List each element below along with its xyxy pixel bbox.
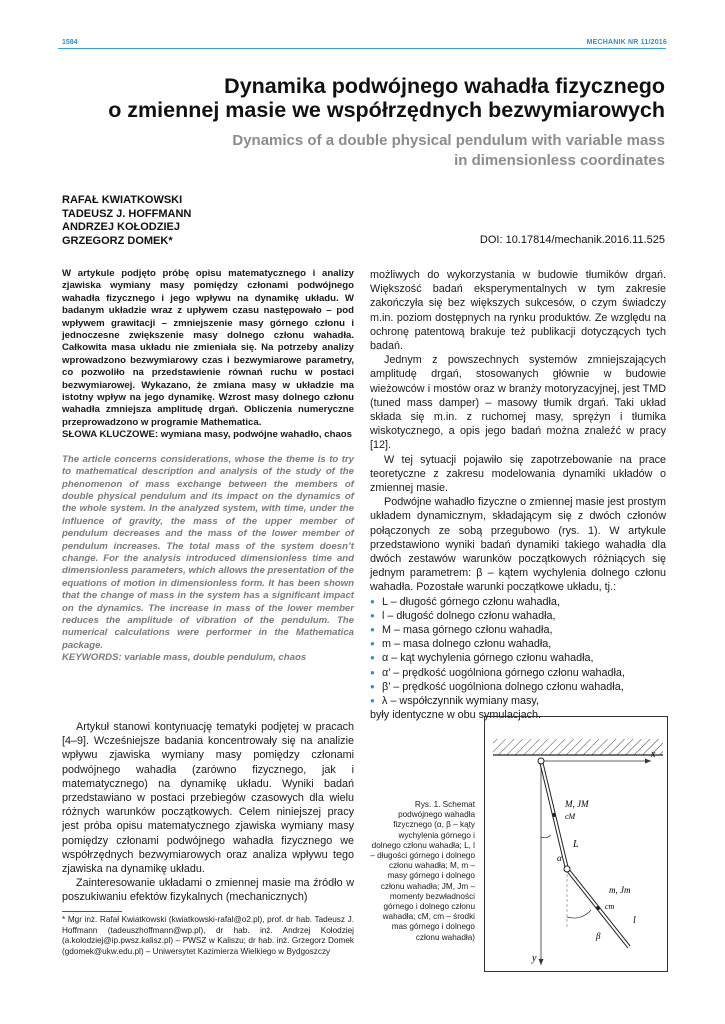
footnote-rule [62, 911, 122, 912]
journal-issue: MECHANIK NR 11/2016 [586, 39, 667, 46]
list-item: ● β’ – prędkość uogólniona dolnego członu wahadła, [370, 680, 666, 694]
ceiling-hatch [493, 739, 663, 755]
figure-caption: Rys. 1. Schemat podwójnego wahadła fizycznego (α, β – kąty wychylenia górnego i dolnego członu wahadła; L, l – długości górnego i dolnego członu wahadła; M, m – masy górnego i dolnego członu wahadła; JM, Jm – momenty bezwładności górnego i dolnego członu wahadła; cM, cm – środki mas górnego i dolnego członu wahadła) [370, 800, 475, 942]
title-polish [105, 74, 665, 122]
paragraph: Podwójne wahadło fizyczne o zmiennej masie jest prostym układem dynamicznym, składającym się z dwóch członów połączonych ze sobą przegubowo (rys. 1). W artykule przedstawiono wyniki badań dynamiki takiego wahadła dla dwóch zestawów warunków początkowych różniących się jednym parametrem: β – kątem wychylenia dolnego członu wahadła. Pozostałe warunki początkowe układu, tj.: [370, 496, 666, 594]
y-label: y [532, 953, 537, 964]
upper-length-label: L [573, 839, 579, 850]
parameter-list [370, 595, 666, 709]
paragraph: W tej sytuacji pojawiło się zapotrzebowanie na prace teoretyczne z zakresu modelowania dynamiki układów o zmiennej masie. [370, 453, 666, 495]
page-number: 1584 [62, 39, 78, 46]
doi: DOI: 10.17814/mechanik.2016.11.525 [479, 234, 665, 246]
list-item: ● M – masa górnego członu wahadła, [370, 623, 666, 637]
y-axis-arrow [539, 959, 544, 965]
keywords-polish: SŁOWA KLUCZOWE: wymiana masy, podwójne wahadło, chaos [62, 429, 352, 441]
author: RAFAŁ KWIATKOWSKI [62, 194, 183, 206]
abstract-polish [62, 268, 354, 442]
footnote: * Mgr inż. Rafał Kwiatkowski (kwiatkowski-rafal@o2.pl), prof. dr hab. Tadeusz J. Hoffmann (tadeuszhoffmann@wp.pl), dr hab. inż. Andrzej Kołodziej (a.kolodziej@ip.pwsz.kalisz.pl) – PWSZ w Kaliszu; dr hab. inż. Grzegorz Domek (gdomek@ukw.edu.pl) – Uniwersytet Kazimierza Wielkiego w Bydgoszczy [62, 915, 354, 956]
abstract-en-text: The article concerns considerations, whose the theme is to try to mathematical description and analysis of the study of the phenomenon of mass exchange between the members of double physical pendulum and its impact on the dynamics of the whole system. In the analyzed system, with time, under the influence of gravity, the mass of the upper member of pendulum decreases and the mass of the lower member of pendulum increases. The total mass of the system doesn’t change. For the analysis introduced dimensionless time and dimensionless parameters, which allows the presentation of the equations of motion in dimensionless form. It has been shown that the change of mass in the system has a significant impact on the dynamics. The increase in mass of the lower member reduces the amplitude of vibration of the pendulum. The numerical calculations were performer in the Mathematica package. [62, 453, 354, 651]
lower-center-label: cm [605, 902, 615, 911]
paragraph: Jednym z powszechnych systemów zmniejszających amplitudę drgań, stosowanych głównie w budowie wieżowców i mostów oraz w branży motoryzacyjnej, jest TMD (tuned mass damper) – masowy tłumik drgań. Taki układ składa się m.in. z ruchomej masy, sprężyn i tłumika wiskotycznego, a opis jego badań można znaleźć w pracy [12]. [370, 354, 666, 452]
abstract-english [62, 454, 354, 665]
lower-mass-label: m, Jm [609, 885, 631, 895]
params-tail: były identyczne w obu symulacjach. [370, 709, 542, 722]
top-pivot [538, 758, 544, 764]
x-label: x [651, 749, 656, 760]
body-right-column [370, 268, 666, 723]
upper-center-label: cM [565, 812, 576, 821]
body-left-column [62, 720, 354, 905]
paragraph: Artykuł stanowi kontynuację tematyki podjętej w pracach [4–9]. Wcześniejsze badania koncentrowały się na analizie wpływu zjawiska wymiany masy pomiędzy członami podwójnego wahadła (zarówno fizycznego, jak i matematycznego) na dynamikę układu. Wyniki badań przedstawiano w postaci przebiegów czasowych dla wielu różnych warunków początkowych. Celem niniejszej pracy jest próba opisu matematycznego zjawiska wymiany masy pomiędzy członami podwójnego wahadła fizycznego we współrzędnych bezwymiarowych oraz analiza wpływu tego zjawiska na dynamikę układu. [62, 721, 354, 876]
header-rule [58, 48, 666, 49]
lower-length-label: l [633, 915, 636, 926]
list-item: ● m – masa dolnego członu wahadła, [370, 637, 666, 651]
lower-mass-center [596, 906, 600, 910]
title-english [105, 131, 665, 171]
beta-arc [567, 910, 591, 918]
middle-pivot [564, 866, 570, 872]
title-pl-line2: o zmiennej masie we współrzędnych bezwymiarowych [108, 98, 665, 122]
author-list [62, 194, 191, 248]
pendulum-figure [484, 716, 668, 972]
pendulum-diagram [485, 717, 667, 971]
upper-mass-center [552, 813, 556, 817]
alpha-label: α [557, 853, 562, 863]
keywords-english: KEYWORDS: variable mass, double pendulum, chaos [62, 652, 307, 664]
list-item: ● α – kąt wychylenia górnego członu wahadła, [370, 651, 666, 665]
upper-mass-label: M, JM [565, 799, 589, 809]
author: GRZEGORZ DOMEK* [62, 234, 173, 247]
author: TADEUSZ J. HOFFMANN [62, 207, 192, 220]
title-en-line1: Dynamics of a double physical pendulum with variable mass [232, 132, 665, 149]
beta-label: β [596, 931, 601, 941]
alpha-arc [541, 835, 551, 838]
list-item: ● L – długość górnego członu wahadła, [370, 595, 666, 609]
title-pl-line1: Dynamika podwójnego wahadła fizycznego [224, 74, 665, 98]
abstract-pl-text: W artykule podjęto próbę opisu matematycznego i analizy zjawiska wymiany masy pomiędzy członami podwójnego wahadła fizycznego i jego wpływu na dynamikę układu. W badanym układzie wraz z upływem czasu następowało – pod wpływem grawitacji – zmniejszenie masy górnego członu i jednoczesne zwiększenie masy dolnego członu wahadła. Całkowita masa układu nie zmieniała się. Na potrzeby analizy wprowadzono bezwymiarowy czas i bezwymiarowe parametry, co pozwoliło na przedstawienie równań ruchu w postaci bezwymiarowej. Wykazano, że zmiana masy w układzie ma istotny wpływ na jego dynamikę. Wzrost masy dolnego członu wahadła zmniejsza amplitudę drgań. Obliczenia numeryczne przeprowadzono w programie Mathematica. [62, 268, 354, 428]
list-item: ● l – długość dolnego członu wahadła, [370, 609, 666, 623]
paragraph: Zainteresowanie układami o zmiennej masie ma źródło w poszukiwaniu efektów fizykalnych (mechanicznych) [62, 877, 354, 904]
list-item: ● α’ – prędkość uogólniona górnego członu wahadła, [370, 666, 666, 680]
title-en-line2: in dimensionless coordinates [454, 152, 665, 169]
paragraph: możliwych do wykorzystania w budowie tłumików drgań. Większość badań eksperymentalnych w tym zakresie zakończyła się bez większych sukcesów, o czym świadczy m.in. poziom dostępnych na rynku produktów. Ze względu na ochronę patentową brakuje też publikacji dotyczących tych badań. [370, 269, 666, 353]
list-item: ● λ – współczynnik wymiany masy, [370, 694, 666, 708]
abstract-column [62, 268, 354, 665]
author: ANDRZEJ KOŁODZIEJ [62, 221, 180, 233]
